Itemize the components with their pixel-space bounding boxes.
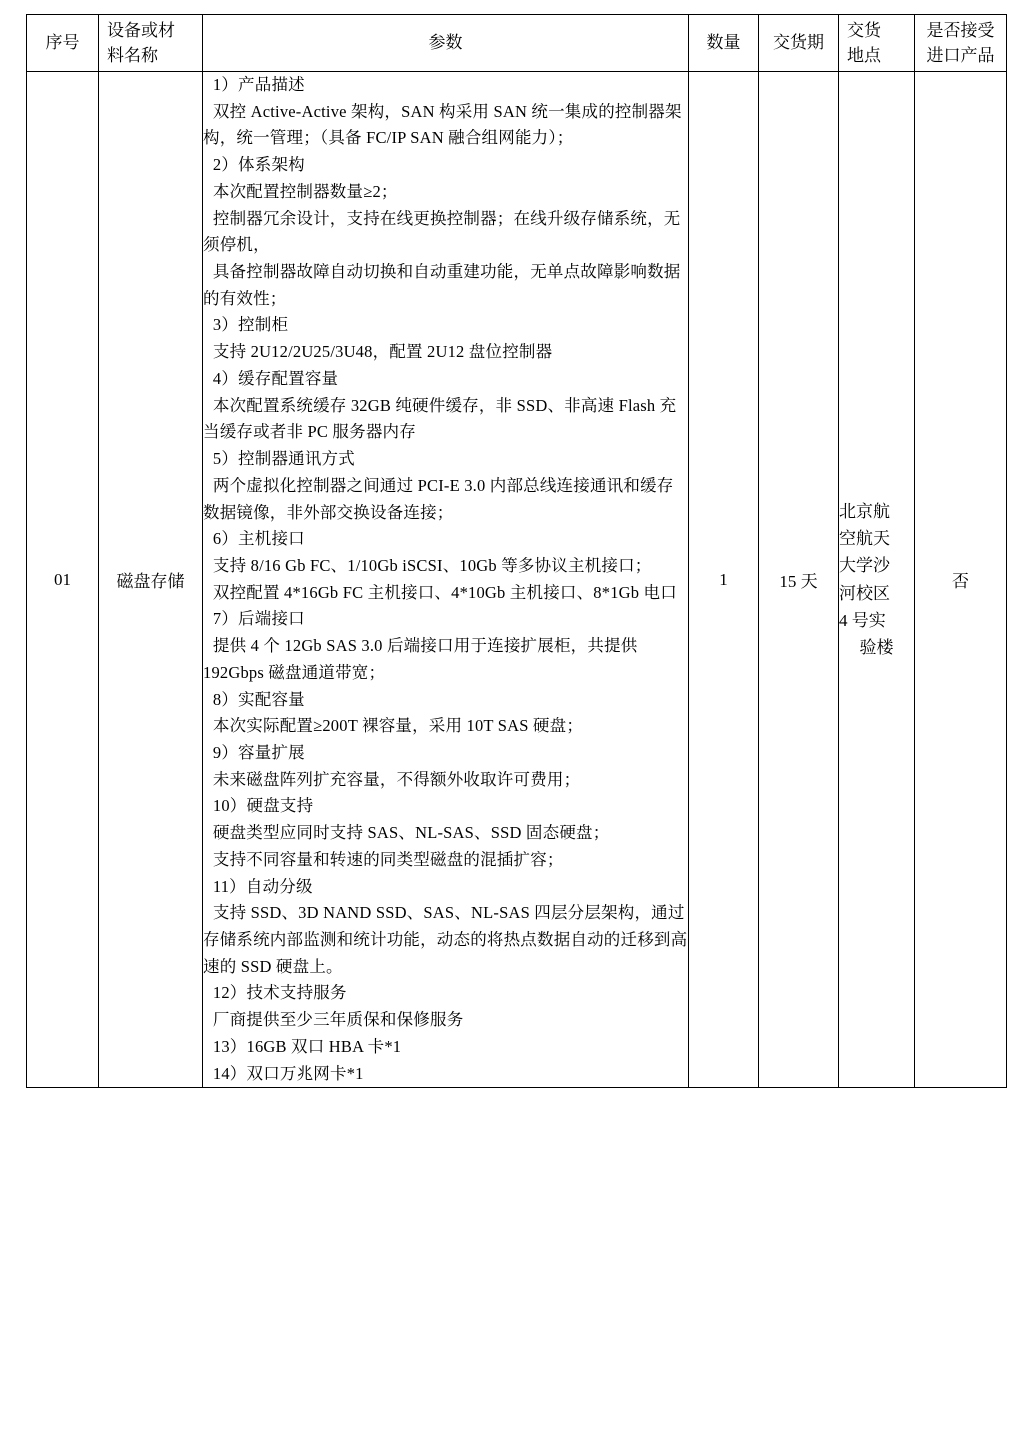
header-delivery-place-line1: 交货	[847, 20, 881, 40]
delivery-place-line: 河校区	[839, 583, 890, 603]
parameter-line: 本次配置控制器数量≥2；	[212, 181, 398, 201]
parameter-line: 6）主机接口	[212, 529, 305, 549]
header-equipment-name	[99, 15, 203, 72]
header-quantity: 数量	[689, 15, 759, 72]
parameter-line: 12）技术支持服务	[212, 983, 347, 1003]
cell-parameters	[203, 72, 689, 1088]
header-accept-import-line1: 是否接受	[926, 20, 995, 40]
parameter-line: 1）产品描述	[212, 75, 305, 94]
header-delivery-period: 交货期	[759, 15, 839, 72]
cell-accept-import: 否	[915, 72, 1007, 1088]
cell-equipment-name: 磁盘存储	[99, 72, 203, 1088]
table-row	[27, 72, 1007, 1088]
parameter-line: 支持不同容量和转速的同类型磁盘的混插扩容；	[212, 849, 564, 869]
parameter-line: 支持 2U12/2U25/3U48，配置 2U12 盘位控制器	[212, 342, 553, 362]
cell-quantity: 1	[689, 72, 759, 1088]
header-parameters: 参数	[203, 15, 689, 72]
parameter-line: 9）容量扩展	[212, 742, 305, 762]
header-accept-import-line2: 进口产品	[926, 46, 995, 65]
table-header-row	[27, 15, 1007, 72]
parameter-line: 13）16GB 双口 HBA 卡*1	[212, 1036, 402, 1056]
table-header	[27, 15, 1007, 72]
cell-seq: 01	[27, 72, 99, 1088]
parameter-line: 具备控制器故障自动切换和自动重建功能，无单点故障影响数据的有效性；	[203, 262, 681, 308]
parameter-line: 控制器冗余设计，支持在线更换控制器；在线升级存储系统，无须停机，	[203, 208, 681, 255]
delivery-place-line: 空航天	[839, 529, 890, 549]
parameter-line: 11）自动分级	[212, 876, 313, 896]
parameter-line: 未来磁盘阵列扩充容量，不得额外收取许可费用；	[212, 769, 581, 789]
parameter-line: 支持 8/16 Gb FC、1/10Gb iSCSI、10Gb 等多协议主机接口；	[212, 555, 652, 575]
parameter-line-list	[203, 72, 688, 1087]
parameter-line: 5）控制器通讯方式	[212, 449, 355, 469]
delivery-place-line: 大学沙	[839, 556, 890, 576]
parameter-line: 10）硬盘支持	[212, 796, 314, 816]
parameter-line: 3）控制柜	[212, 315, 289, 335]
parameter-line: 厂商提供至少三年质保和保修服务	[212, 1010, 464, 1030]
parameter-line: 两个虚拟化控制器之间通过 PCI-E 3.0 内部总线连接通讯和缓存数据镜像，非外部交换设备连接；	[203, 475, 674, 522]
parameter-line: 8）实配容量	[212, 689, 305, 709]
parameter-line: 2）体系架构	[212, 155, 305, 175]
parameter-line: 硬盘类型应同时支持 SAS、NL-SAS、SSD 固态硬盘；	[212, 823, 610, 843]
parameter-line: 本次实际配置≥200T 裸容量，采用 10T SAS 硬盘；	[212, 716, 584, 736]
header-accept-import	[915, 15, 1007, 72]
header-equipment-name-line1: 设备或材	[107, 20, 175, 40]
parameter-line: 支持 SSD、3D NAND SSD、SAS、NL-SAS 四层分层架构，通过存储系统内部监测和统计功能，动态的将热点数据自动的迁移到高速的 SSD 硬盘上。	[203, 903, 688, 976]
parameter-line: 14）双口万兆网卡*1	[212, 1063, 364, 1083]
cell-delivery-place	[839, 72, 915, 1088]
parameter-line: 提供 4 个 12Gb SAS 3.0 后端接口用于连接扩展柜，共提供 192Gbps 磁盘通道带宽；	[203, 636, 638, 682]
cell-delivery-period: 15 天	[759, 72, 839, 1088]
header-delivery-place-line2: 地点	[847, 46, 881, 65]
parameter-line: 4）缓存配置容量	[212, 368, 339, 388]
parameter-line: 双控 Active-Active 架构，SAN 构采用 SAN 统一集成的控制器架构，统一管理；（具备 FC/IP SAN 融合组网能力）；	[203, 101, 682, 148]
header-seq: 序号	[27, 15, 99, 72]
parameter-line: 7）后端接口	[212, 609, 305, 629]
parameter-line: 双控配置 4*16Gb FC 主机接口、4*10Gb 主机接口、8*1Gb 电口	[212, 582, 677, 602]
parameter-line: 本次配置系统缓存 32GB 纯硬件缓存，非 SSD、非高速 Flash 充当缓存或者非 PC 服务器内存	[203, 395, 677, 442]
delivery-place-line: 4 号实	[839, 610, 886, 630]
equipment-spec-table	[26, 14, 1007, 1088]
table-body	[27, 72, 1007, 1088]
header-delivery-place	[839, 15, 915, 72]
delivery-place-line: 北京航	[839, 502, 890, 522]
delivery-place-line: 验楼	[859, 638, 894, 658]
header-equipment-name-line2: 料名称	[107, 46, 158, 65]
